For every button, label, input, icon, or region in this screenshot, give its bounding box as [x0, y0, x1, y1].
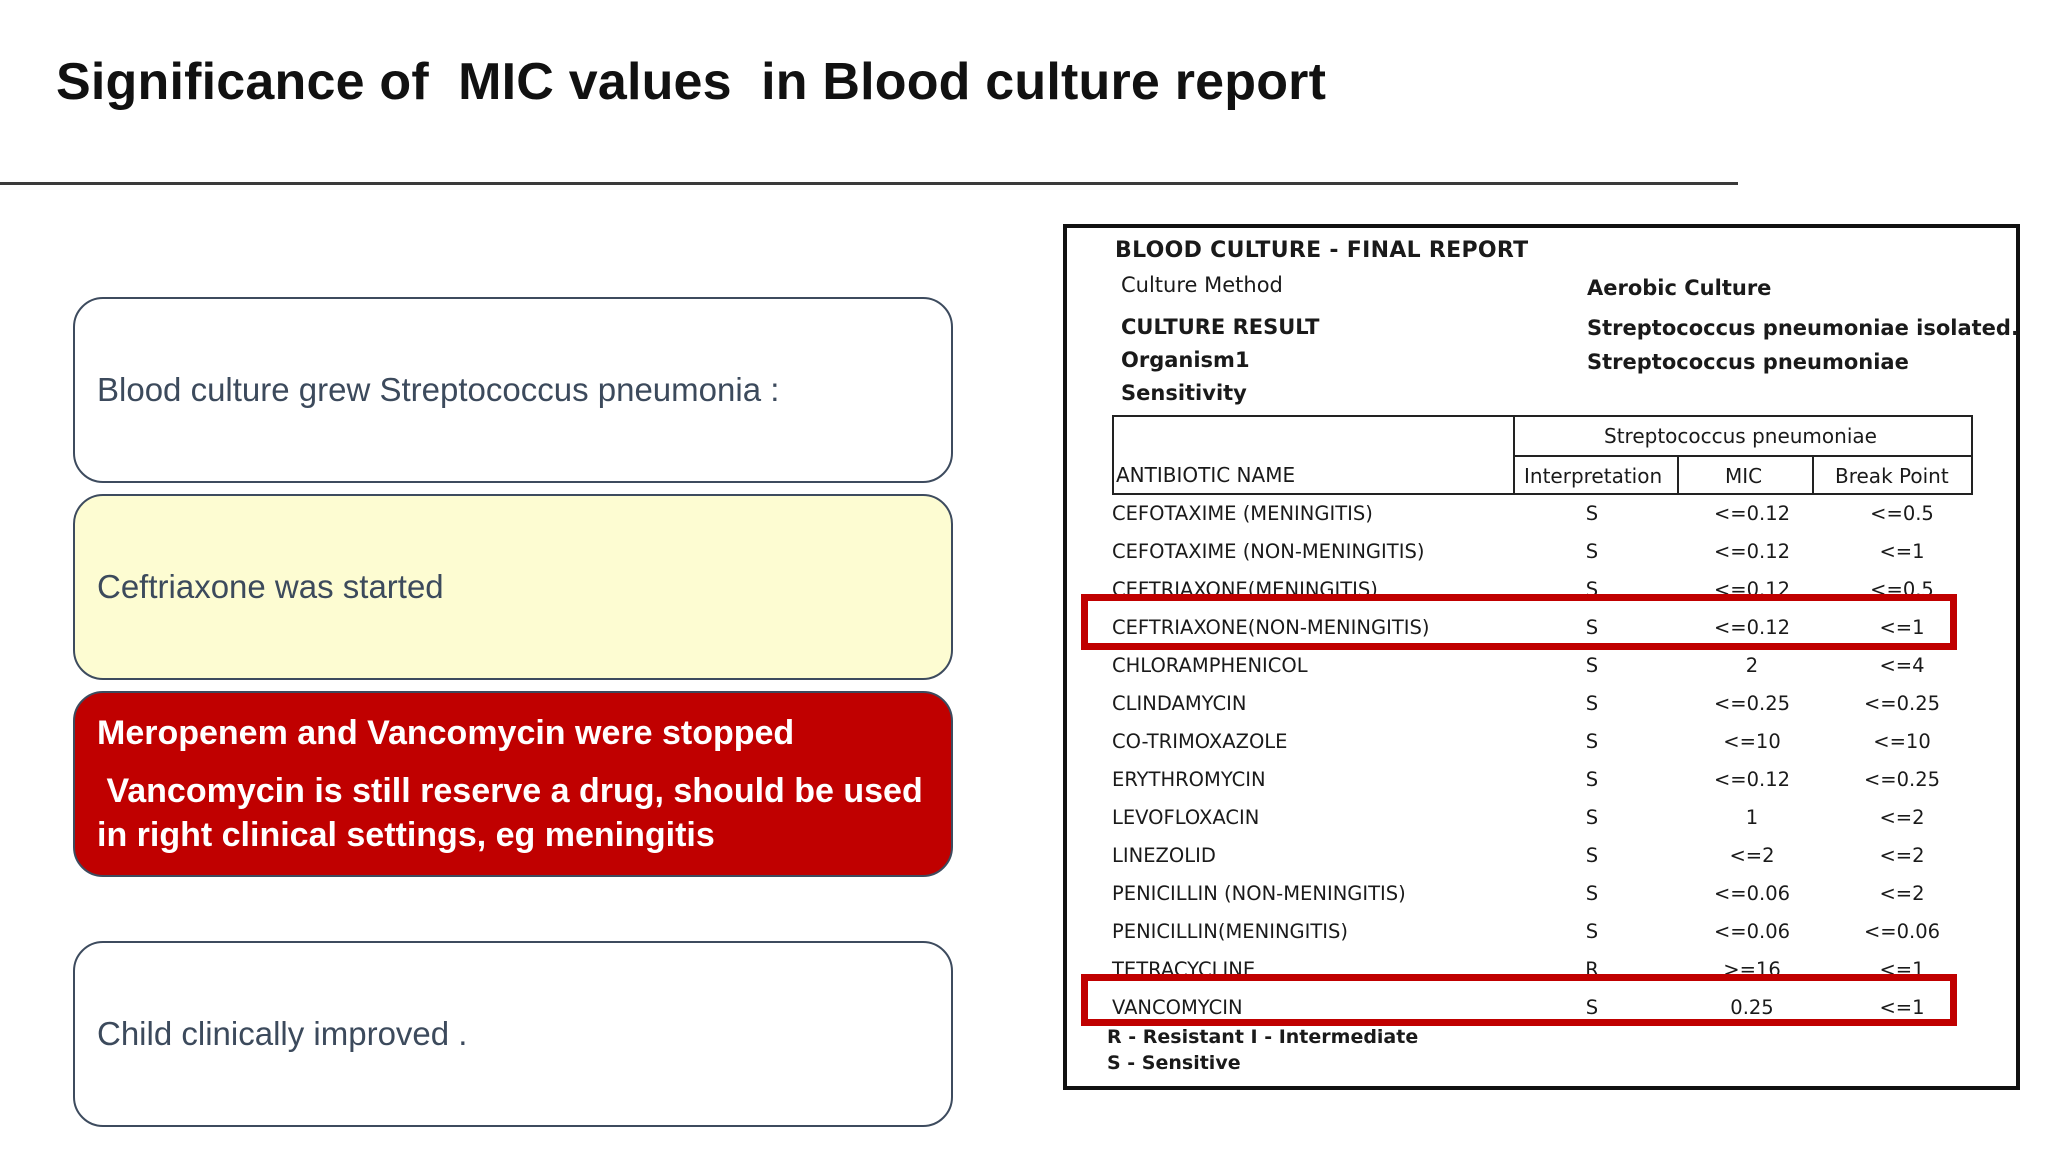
antibiotic-name: CHLORAMPHENICOL [1112, 654, 1308, 677]
table-row [1112, 723, 1973, 761]
break-point: <=0.5 [1870, 502, 1934, 525]
mic-value: <=0.25 [1713, 692, 1791, 715]
break-point: <=1 [1879, 540, 1925, 563]
mic-value: 1 [1745, 806, 1759, 829]
antibiotic-name: VANCOMYCIN [1112, 996, 1243, 1019]
card-child-improved [73, 941, 953, 1127]
antibiotic-name: PENICILLIN(MENINGITIS) [1112, 920, 1349, 943]
sensitivity-label: Sensitivity [1121, 381, 1247, 405]
highlight-vancomycin [1081, 974, 1957, 1026]
culture-result-value: Streptococcus pneumoniae isolated. [1587, 316, 2019, 340]
break-point: <=1 [1879, 616, 1925, 639]
interpretation: S [1585, 540, 1599, 563]
title-divider [0, 182, 1738, 185]
antibiotic-name: PENICILLIN (NON-MENINGITIS) [1112, 882, 1406, 905]
header-antibiotic-name: ANTIBIOTIC NAME [1116, 463, 1296, 487]
card-meropenem-line1: Meropenem and Vancomycin were stopped [97, 714, 795, 752]
mic-value: <=0.06 [1713, 882, 1791, 905]
header-mic: MIC [1725, 464, 1763, 488]
interpretation: S [1585, 616, 1599, 639]
antibiotic-name: CLINDAMYCIN [1112, 692, 1247, 715]
culture-method-value: Aerobic Culture [1587, 276, 1772, 300]
header-organism: Streptococcus pneumoniae [1604, 424, 1877, 448]
mic-value: <=10 [1723, 730, 1781, 753]
antibiotic-name: CEFOTAXIME (MENINGITIS) [1112, 502, 1373, 525]
blood-culture-report [1063, 224, 2020, 1090]
culture-result-label: CULTURE RESULT [1121, 315, 1320, 339]
break-point: <=4 [1879, 654, 1925, 677]
card-meropenem-vancomycin [73, 691, 953, 877]
break-point: <=0.25 [1863, 692, 1941, 715]
interpretation: S [1585, 502, 1599, 525]
legend-line1: R - Resistant I - Intermediate [1107, 1026, 1419, 1048]
break-point: <=2 [1879, 882, 1925, 905]
break-point: <=10 [1873, 730, 1931, 753]
interpretation: S [1585, 806, 1599, 829]
interpretation: S [1585, 654, 1599, 677]
mic-value: 0.25 [1730, 996, 1774, 1019]
mic-value: <=0.12 [1713, 616, 1791, 639]
mic-value: >=16 [1723, 958, 1781, 981]
header-break-point: Break Point [1835, 464, 1949, 488]
antibiotic-name: LINEZOLID [1112, 844, 1216, 867]
table-row [1112, 685, 1973, 723]
interpretation: S [1585, 730, 1599, 753]
card-culture-grew-text: Blood culture grew Streptococcus pneumonia : [97, 371, 780, 408]
interpretation: R [1585, 958, 1599, 981]
antibiotic-name: CEFTRIAXONE(NON-MENINGITIS) [1112, 616, 1430, 639]
table-row [1112, 837, 1973, 875]
card-culture-grew [73, 297, 953, 483]
card-ceftriaxone-started [73, 494, 953, 680]
interpretation: S [1585, 996, 1599, 1019]
table-row [1112, 799, 1973, 837]
break-point: <=0.25 [1863, 768, 1941, 791]
highlight-ceftriaxone-non-meningitis [1081, 594, 1957, 650]
antibiotic-name: LEVOFLOXACIN [1112, 806, 1260, 829]
antibiotic-name: CEFTRIAXONE(MENINGITIS) [1112, 578, 1378, 601]
antibiotic-name: TETRACYCLINE [1112, 958, 1256, 981]
break-point: <=0.06 [1863, 920, 1941, 943]
antibiotic-table [1112, 415, 1973, 1027]
table-row [1112, 647, 1973, 685]
report-heading: BLOOD CULTURE - FINAL REPORT [1115, 238, 1529, 263]
break-point: <=2 [1879, 844, 1925, 867]
interpretation: S [1585, 692, 1599, 715]
legend-line2: S - Sensitive [1107, 1052, 1241, 1074]
card-child-improved-text: Child clinically improved . [97, 1015, 468, 1052]
mic-value: <=0.12 [1713, 578, 1791, 601]
break-point: <=2 [1879, 806, 1925, 829]
interpretation: S [1585, 844, 1599, 867]
header-interpretation: Interpretation [1524, 464, 1663, 488]
antibiotic-name: ERYTHROMYCIN [1112, 768, 1266, 791]
break-point: <=0.5 [1870, 578, 1934, 601]
break-point: <=1 [1879, 996, 1925, 1019]
table-row [1112, 761, 1973, 799]
antibiotic-table-header [1112, 415, 1973, 495]
interpretation: S [1585, 882, 1599, 905]
organism-label: Organism1 [1121, 348, 1250, 372]
card-meropenem-line2: Vancomycin is still reserve a drug, should be used in right clinical settings, eg meningitis [97, 772, 933, 854]
antibiotic-rows [1112, 495, 1973, 1027]
antibiotic-name: CEFOTAXIME (NON-MENINGITIS) [1112, 540, 1425, 563]
mic-value: <=0.12 [1713, 768, 1791, 791]
slide-title: Significance of MIC values in Blood culture report [56, 53, 1327, 111]
table-row [1112, 875, 1973, 913]
break-point: <=1 [1879, 958, 1925, 981]
mic-value: <=0.12 [1713, 502, 1791, 525]
mic-value: <=0.06 [1713, 920, 1791, 943]
antibiotic-name: CO-TRIMOXAZOLE [1112, 730, 1288, 753]
interpretation: S [1585, 578, 1599, 601]
mic-value: <=2 [1729, 844, 1775, 867]
table-row [1112, 533, 1973, 571]
interpretation: S [1585, 920, 1599, 943]
table-row [1112, 495, 1973, 533]
card-ceftriaxone-text: Ceftriaxone was started [97, 568, 444, 605]
culture-method-label: Culture Method [1121, 273, 1283, 297]
organism-value: Streptococcus pneumoniae [1587, 350, 1909, 374]
mic-value: <=0.12 [1713, 540, 1791, 563]
mic-value: 2 [1745, 654, 1759, 677]
interpretation: S [1585, 768, 1599, 791]
table-row [1112, 913, 1973, 951]
